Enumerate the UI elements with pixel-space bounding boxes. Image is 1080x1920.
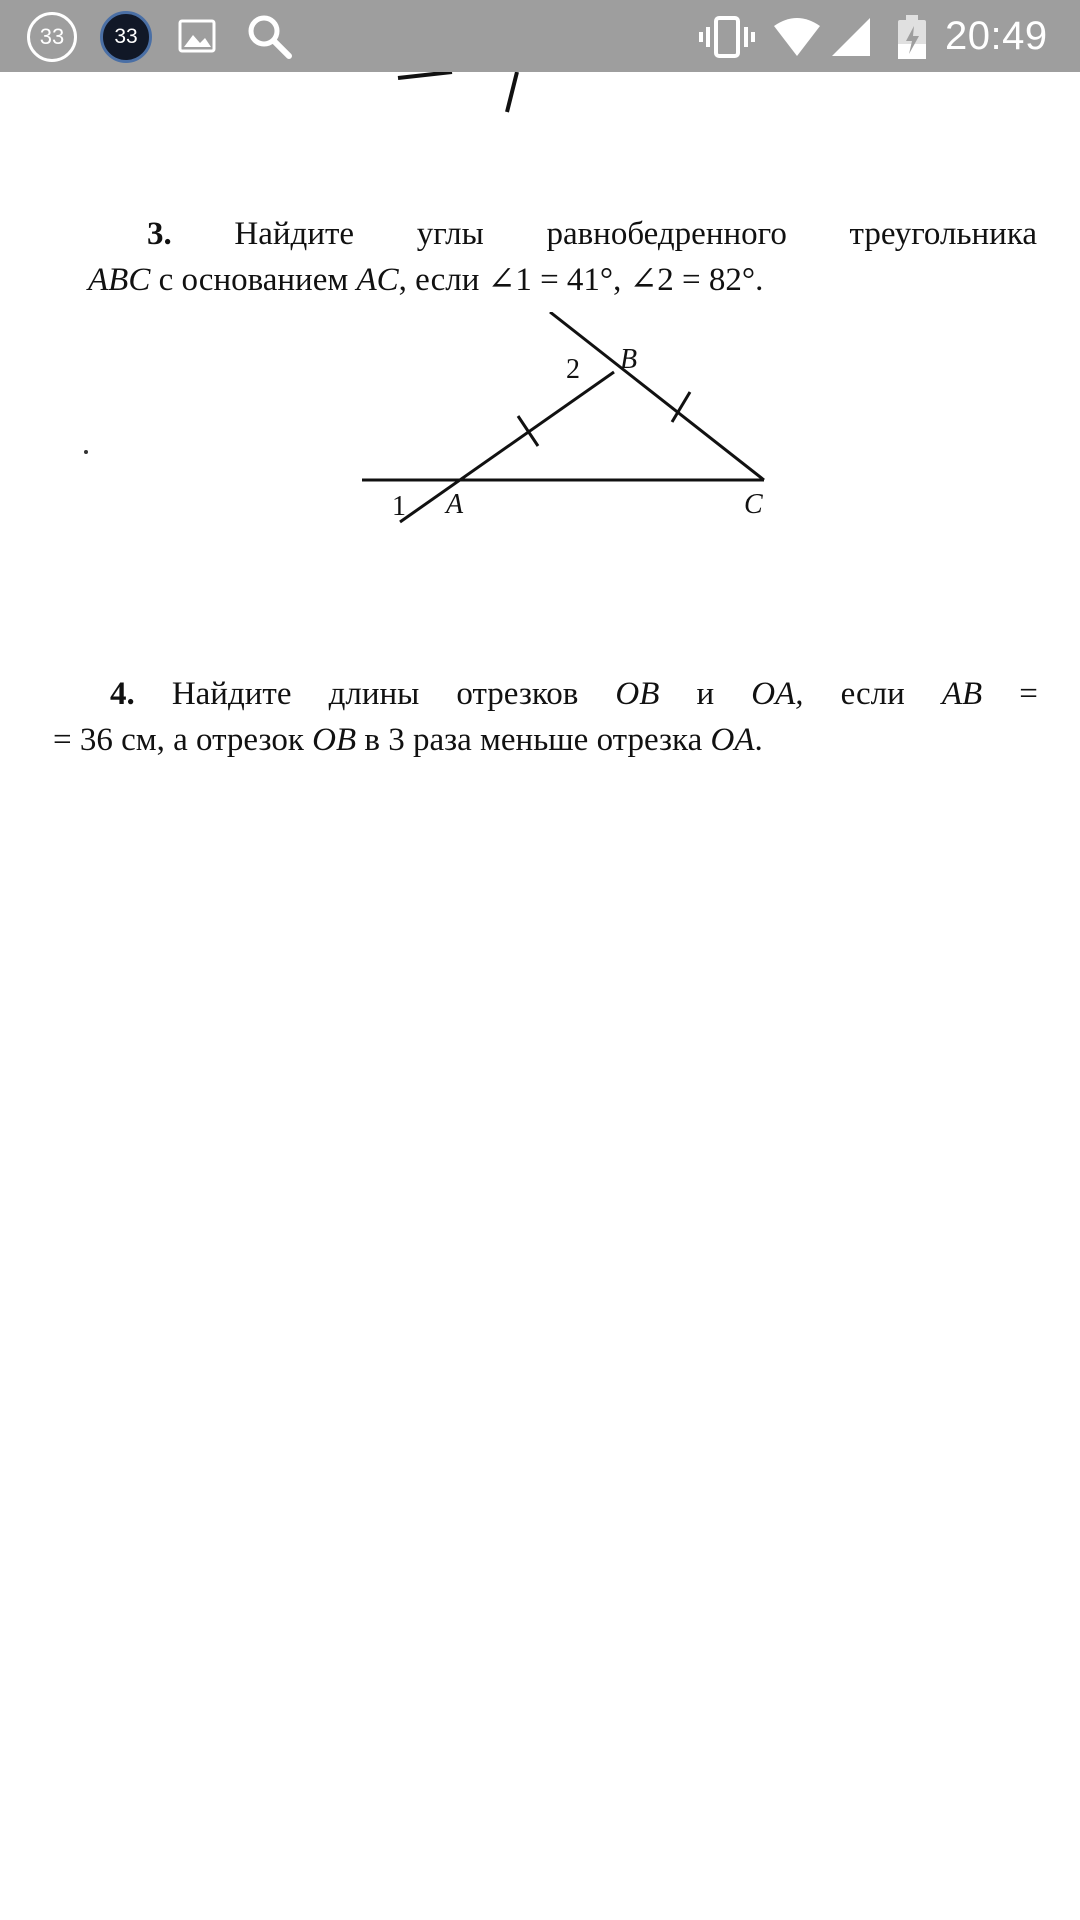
image-icon[interactable]	[176, 16, 220, 56]
notification-badge-icon[interactable]	[100, 11, 152, 63]
angle-1-label: 1	[392, 491, 406, 522]
battery-icon	[896, 14, 928, 60]
task4-line2	[53, 720, 763, 760]
notification-count: 33	[39, 24, 65, 49]
task4-segment: OB	[615, 676, 660, 712]
task3-segment: , если ∠1 = 41°, ∠2 = 82°.	[398, 262, 764, 298]
task4-segment: = 36 см, а отрезок	[53, 722, 313, 758]
task4-segment: в 3 раза меньше отрезка	[356, 722, 711, 758]
task4-segment: Найдите	[171, 676, 292, 712]
task3-segment: ABC	[88, 262, 151, 298]
angle-2-label: 2	[566, 354, 580, 385]
document-page[interactable]	[0, 72, 1080, 1920]
status-clock: 20:49	[945, 14, 1048, 58]
task4-segment: если	[840, 676, 905, 712]
task4-segment: OB	[312, 722, 357, 758]
task3-line1	[147, 214, 1037, 254]
task3-line2	[88, 260, 763, 300]
stray-dot	[84, 450, 88, 454]
task3-number: 3.	[147, 216, 172, 252]
task4-line1	[110, 674, 1038, 714]
notification-count: 33	[114, 25, 138, 48]
task4-segment: и	[696, 676, 715, 712]
task4-segment: AB	[941, 676, 983, 712]
task3-word: углы	[416, 216, 484, 252]
task4-number: 4.	[110, 676, 135, 712]
vertex-a-label: A	[446, 489, 464, 520]
status-bar	[0, 0, 1080, 72]
task3-word: равнобедренного	[546, 216, 787, 252]
triangle-figure	[340, 312, 800, 642]
vertex-c-label: C	[744, 489, 763, 520]
wifi-icon	[772, 16, 822, 58]
task4-segment: .	[754, 722, 763, 758]
signal-icon	[830, 16, 874, 58]
vertex-b-label: B	[620, 344, 638, 375]
notification-badge-icon[interactable]	[27, 12, 77, 62]
vibrate-icon	[698, 14, 756, 60]
side-ab-line	[400, 372, 614, 522]
task4-segment: OA,	[751, 676, 804, 712]
task3-segment: с основанием	[150, 262, 357, 298]
search-icon[interactable]	[244, 11, 296, 63]
task4-segment: =	[1019, 676, 1038, 712]
task4-segment: OA	[710, 722, 755, 758]
task3-word: Найдите	[234, 216, 355, 252]
task3-segment: AC	[356, 262, 399, 298]
tick-mark-bc	[672, 392, 690, 422]
previous-figure-fragment	[380, 72, 540, 122]
tick-mark-ab	[518, 416, 538, 446]
task4-segment: длины	[328, 676, 420, 712]
task4-segment: отрезков	[456, 676, 579, 712]
task3-word: треугольника	[849, 216, 1037, 252]
